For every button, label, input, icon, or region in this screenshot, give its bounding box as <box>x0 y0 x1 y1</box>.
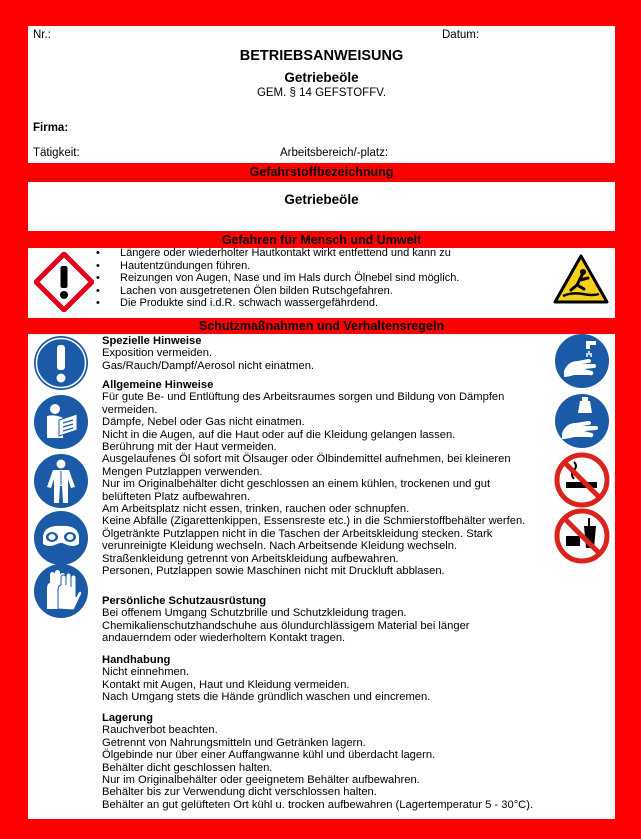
skin-cream-icon <box>554 393 610 449</box>
text-line: Nach Umgang stets die Hände gründlich waschen und eincremen. <box>102 691 431 704</box>
text-line: Für gute Be- und Entlüftung des Arbeitsraumes sorgen und Bildung von Dämpfen <box>102 391 505 404</box>
text-line: belüfteten Platz aufbewahren. <box>102 490 251 503</box>
hazard-item-continuation: • Hautentzündungen führen. <box>90 260 550 273</box>
exclamation-mandatory-icon <box>33 335 89 391</box>
text-line: Behälter dicht geschlossen halten. <box>102 761 273 774</box>
text-line: Bei offenem Umgang Schutzbrille und Schutzkleidung tragen. <box>102 607 407 620</box>
firma-label: Firma: <box>33 122 69 134</box>
no-eating-drinking-icon <box>554 508 610 564</box>
text-line: Mengen Putzlappen verwenden. <box>102 465 263 478</box>
section-spezielle-hinweise <box>102 335 552 372</box>
text-line: vermeiden. <box>102 403 158 416</box>
no-smoking-icon <box>554 452 610 508</box>
text-line: Nicht einnehmen. <box>102 666 190 679</box>
text-line: Am Arbeitsplatz nicht essen, trinken, rauchen oder schnupfen. <box>102 503 410 516</box>
read-manual-icon <box>33 394 89 450</box>
hazard-item: • Die Produkte sind i.d.R. schwach wassergefährdend. <box>90 297 550 310</box>
datum-label: Datum: <box>442 29 480 41</box>
text-line: Dämpfe, Nebel oder Gas nicht einatmen. <box>102 416 305 429</box>
text-line: Behälter bis zur Verwendung dicht verschlossen halten. <box>102 786 377 799</box>
allgemeine-title: Allgemeine Hinweise <box>102 379 214 391</box>
text-line: Ölgetränkte Putzlappen nicht in die Taschen der Arbeitskleidung stecken. Stark <box>102 527 493 540</box>
section-bar-schutz: Schutzmaßnahmen und Verhaltensregeln <box>198 319 445 333</box>
section-allgemeine-hinweise <box>102 379 552 578</box>
text-line: Ölgebinde nur über einer Auffangwanne kühl und überdacht lagern. <box>102 749 436 762</box>
taetigkeit-label: Tätigkeit: <box>33 147 80 159</box>
protective-clothing-icon <box>33 453 89 509</box>
nr-label: Nr.: <box>33 29 51 41</box>
section-handhabung <box>102 654 552 704</box>
text-line: Straßenkleidung getrennt von Arbeitskleidung aufbewahren. <box>102 552 399 565</box>
document-title: BETRIEBSANWEISUNG <box>239 48 404 64</box>
product-subtitle: Getriebeöle <box>284 70 359 85</box>
spezielle-title: Spezielle Hinweise <box>102 335 202 347</box>
arbeitsbereich-label: Arbeitsbereich/-platz: <box>280 147 389 159</box>
safety-goggles-icon <box>33 510 89 566</box>
text-line: verunreinigte Kleidung wechseln. Nach Arbeitsende Kleidung wechseln. <box>102 540 458 553</box>
text-line: andauerndem oder wiederholtem Kontakt tragen. <box>102 632 346 645</box>
handhabung-title: Handhabung <box>102 654 171 666</box>
wash-hands-icon <box>554 333 610 389</box>
text-line: Ausgelaufenes Öl sofort mit Ölsauger oder Ölbindemittel aufnehmen, bei kleineren <box>102 453 511 466</box>
text-line: Exposition vermeiden. <box>102 347 213 360</box>
text-line: Getrennt von Nahrungsmitteln und Getränken lagern. <box>102 736 366 749</box>
text-line: Nur im Originalbehälter dicht geschlossen an einem kühlen, trockenen und gut <box>102 478 491 491</box>
text-line: Rauchverbot beachten. <box>102 724 218 737</box>
psa-title: Persönliche Schutzausrüstung <box>102 595 267 607</box>
hazard-item: • Längere oder wiederholter Hautkontakt wirkt entfettend und kann zu <box>90 247 550 260</box>
section-persoenliche-schutzausruestung <box>102 595 552 645</box>
hazard-list <box>90 247 550 310</box>
section-bar-gefahren: Gefahren für Mensch und Umwelt <box>221 233 422 247</box>
text-line: Kontakt mit Augen, Haut und Kleidung vermeiden. <box>102 678 350 691</box>
text-line: Chemikalienschutzhandschuhe aus ölundurchlässigem Material bei länger <box>102 619 470 632</box>
hazard-item: • Reizungen von Augen, Nase und im Hals durch Ölnebel sind möglich. <box>90 272 550 285</box>
text-line: Gas/Rauch/Dampf/Aerosol nicht einatmen. <box>102 359 315 372</box>
section-bar-gefahrstoff: Gefahrstoffbezeichnung <box>249 165 394 179</box>
ghs-exclamation-icon <box>34 252 94 312</box>
hazard-item: • Lachen von ausgetretenen Ölen bilden Rutschgefahren. <box>90 285 550 298</box>
text-line: Berührung mit der Haut vermeiden. <box>102 441 277 454</box>
legal-reference: GEM. § 14 GEFSTOFFV. <box>256 87 387 99</box>
substance-name: Getriebeöle <box>284 192 359 207</box>
protective-gloves-icon <box>33 563 89 619</box>
text-line: Personen, Putzlappen sowie Maschinen nicht mit Druckluft abblasen. <box>102 565 445 578</box>
text-line: Nicht in die Augen, auf die Haut oder auf die Kleidung gelangen lassen. <box>102 428 456 441</box>
text-line: Behälter an gut gelüfteten Ort kühl u. trocken aufbewahren (Lagertemperatur 5 - 30°C). <box>102 798 534 811</box>
text-line: Keine Abfälle (Zigarettenkippen, Essensreste etc.) in die Schmierstoffbehälter werfen. <box>102 515 526 528</box>
lagerung-title: Lagerung <box>102 712 153 724</box>
slippery-surface-warning-icon <box>553 254 609 304</box>
text-line: Nur im Originalbehälter oder geeignetem Behälter aufbewahren. <box>102 774 420 787</box>
section-lagerung <box>102 712 552 811</box>
